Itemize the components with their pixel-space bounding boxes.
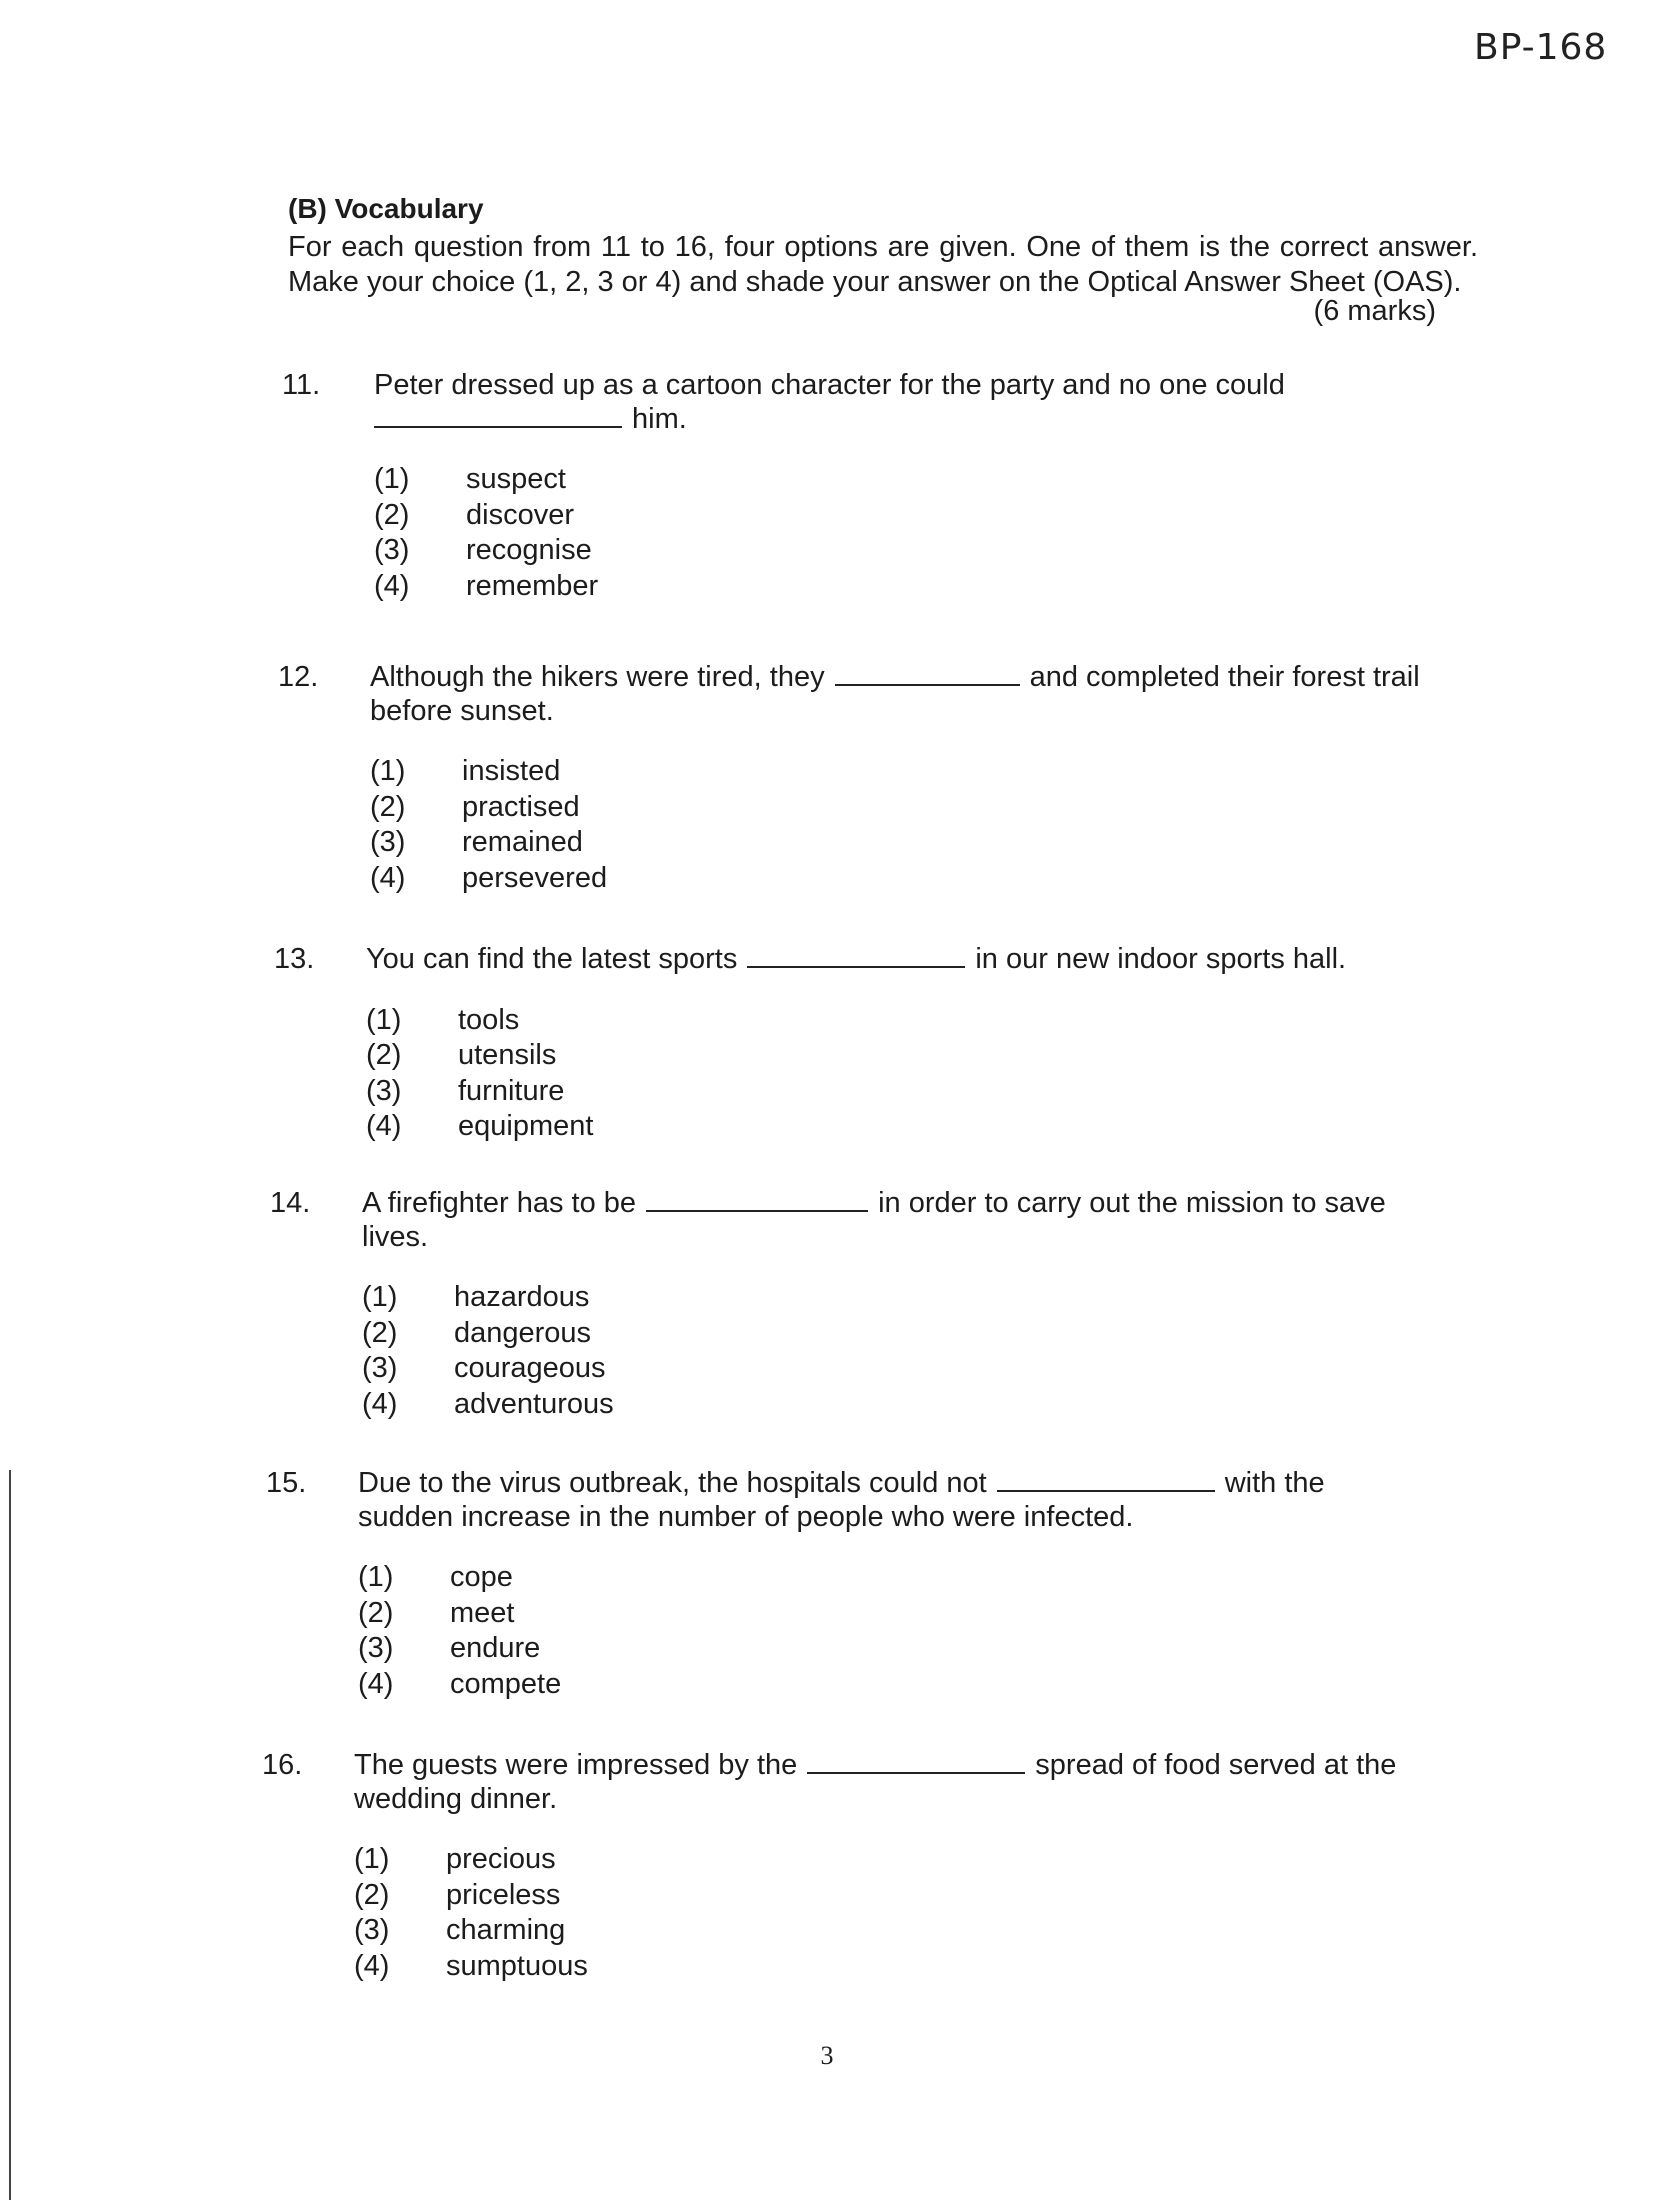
option-list	[370, 754, 1473, 896]
option-number: (2)	[358, 1596, 394, 1629]
option-text: recognise	[466, 534, 592, 566]
option-number: (3)	[354, 1914, 390, 1946]
option-text: tools	[458, 1003, 520, 1036]
option-3	[358, 1631, 1376, 1667]
question-number: 12.	[278, 661, 319, 693]
option-text: discover	[466, 498, 574, 531]
option-number: (4)	[366, 1110, 402, 1143]
question-text	[366, 942, 1469, 977]
question-text-after: with the sudden increase in the number of people who were infected.	[358, 1467, 1325, 1533]
option-number: (2)	[374, 498, 410, 531]
option-number: (3)	[370, 826, 406, 858]
option-text: priceless	[446, 1878, 561, 1911]
answer-blank	[807, 1752, 1025, 1774]
option-number: (3)	[366, 1074, 402, 1107]
question-text	[358, 1466, 1376, 1534]
option-text: furniture	[458, 1074, 565, 1107]
option-number: (4)	[354, 1949, 390, 1982]
option-number: (3)	[374, 534, 410, 566]
option-4	[374, 569, 1477, 605]
option-number: (2)	[366, 1039, 402, 1072]
question-text-after: and completed their forest trail before sunset.	[370, 661, 1420, 727]
option-2	[370, 790, 1473, 826]
option-text: suspect	[466, 463, 566, 495]
option-1	[374, 462, 1477, 498]
question-text	[374, 368, 1477, 436]
option-number: (1)	[354, 1843, 390, 1875]
option-1	[358, 1560, 1376, 1596]
option-number: (1)	[374, 463, 410, 495]
option-4	[370, 861, 1473, 897]
question-text-before: Although the hikers were tired, they	[370, 661, 825, 693]
section-instructions: For each question from 11 to 16, four options are given. One of them is the correct answer. Make your choice (1, 2, 3 or 4) and shade your answer on the Optical Answer Sheet (OAS).	[288, 230, 1478, 298]
option-3	[370, 825, 1473, 861]
question-15	[266, 1466, 1376, 1702]
option-text: hazardous	[454, 1281, 590, 1313]
question-14	[270, 1186, 1430, 1422]
answer-blank	[374, 406, 622, 428]
option-4	[362, 1387, 1430, 1423]
vocabulary-section	[288, 192, 1478, 328]
question-text-after: spread of food served at the wedding dinner.	[354, 1749, 1397, 1815]
option-1	[366, 1003, 1469, 1039]
option-text: cope	[450, 1561, 513, 1593]
question-number: 14.	[270, 1187, 311, 1219]
answer-blank	[747, 946, 965, 968]
option-number: (3)	[362, 1352, 398, 1384]
option-2	[358, 1596, 1376, 1632]
option-2	[366, 1038, 1469, 1074]
option-text: practised	[462, 790, 580, 823]
question-text-after: in our new indoor sports hall.	[975, 943, 1347, 975]
answer-blank	[835, 664, 1020, 686]
option-list	[374, 462, 1477, 604]
question-text-after: him.	[632, 403, 687, 435]
option-list	[362, 1280, 1430, 1422]
option-text: charming	[446, 1914, 566, 1946]
option-number: (4)	[370, 861, 406, 894]
option-4	[354, 1949, 1452, 1985]
question-12	[278, 660, 1473, 896]
question-number: 13.	[274, 943, 315, 975]
option-number: (1)	[366, 1003, 402, 1036]
option-2	[362, 1316, 1430, 1352]
option-text: insisted	[462, 755, 561, 787]
section-marks: (6 marks)	[1313, 294, 1436, 327]
option-text: endure	[450, 1632, 541, 1664]
question-number: 11.	[282, 369, 321, 401]
question-text	[362, 1186, 1430, 1254]
option-list	[366, 1003, 1469, 1145]
option-3	[354, 1913, 1452, 1949]
option-2	[354, 1878, 1452, 1914]
option-4	[358, 1667, 1376, 1703]
option-text: adventurous	[454, 1387, 614, 1420]
option-list	[354, 1842, 1452, 1984]
option-text: sumptuous	[446, 1949, 588, 1982]
page-number: 3	[820, 2041, 834, 2070]
question-text-before: Due to the virus outbreak, the hospitals could not	[358, 1467, 987, 1499]
option-number: (2)	[370, 790, 406, 823]
option-list	[358, 1560, 1376, 1702]
option-3	[366, 1074, 1469, 1110]
answer-blank	[646, 1190, 868, 1212]
option-number: (2)	[354, 1878, 390, 1911]
option-text: remember	[466, 569, 599, 602]
option-1	[354, 1842, 1452, 1878]
option-text: utensils	[458, 1039, 557, 1072]
option-2	[374, 498, 1477, 534]
option-text: equipment	[458, 1110, 594, 1143]
option-number: (4)	[374, 569, 410, 602]
question-text-before: A firefighter has to be	[362, 1187, 637, 1219]
option-text: precious	[446, 1843, 556, 1875]
margin-rule	[9, 1470, 11, 2200]
question-number: 16.	[262, 1749, 303, 1781]
question-13	[274, 942, 1469, 1145]
option-3	[374, 533, 1477, 569]
option-4	[366, 1109, 1469, 1145]
question-text	[370, 660, 1473, 728]
option-text: remained	[462, 826, 583, 858]
option-number: (1)	[358, 1561, 394, 1593]
question-16	[262, 1748, 1452, 1984]
question-text-before: You can find the latest sports	[366, 943, 738, 975]
option-1	[362, 1280, 1430, 1316]
option-number: (1)	[370, 755, 406, 787]
answer-blank	[997, 1470, 1215, 1492]
option-text: compete	[450, 1667, 562, 1700]
option-text: persevered	[462, 861, 608, 894]
question-text-after: in order to carry out the mission to save lives.	[362, 1187, 1386, 1253]
document-code: BP-168	[1474, 27, 1608, 68]
option-number: (3)	[358, 1632, 394, 1664]
question-number: 15.	[266, 1467, 307, 1499]
question-text-before: Peter dressed up as a cartoon character for the party and no one could	[374, 369, 1285, 401]
question-11	[282, 368, 1477, 604]
option-text: meet	[450, 1596, 515, 1629]
option-number: (2)	[362, 1316, 398, 1349]
section-heading: (B) Vocabulary	[288, 193, 484, 224]
question-text-before: The guests were impressed by the	[354, 1749, 798, 1781]
option-3	[362, 1351, 1430, 1387]
question-text	[354, 1748, 1452, 1816]
option-text: courageous	[454, 1352, 606, 1384]
option-text: dangerous	[454, 1316, 592, 1349]
option-number: (4)	[362, 1387, 398, 1420]
option-1	[370, 754, 1473, 790]
option-number: (4)	[358, 1667, 394, 1700]
option-number: (1)	[362, 1281, 398, 1313]
